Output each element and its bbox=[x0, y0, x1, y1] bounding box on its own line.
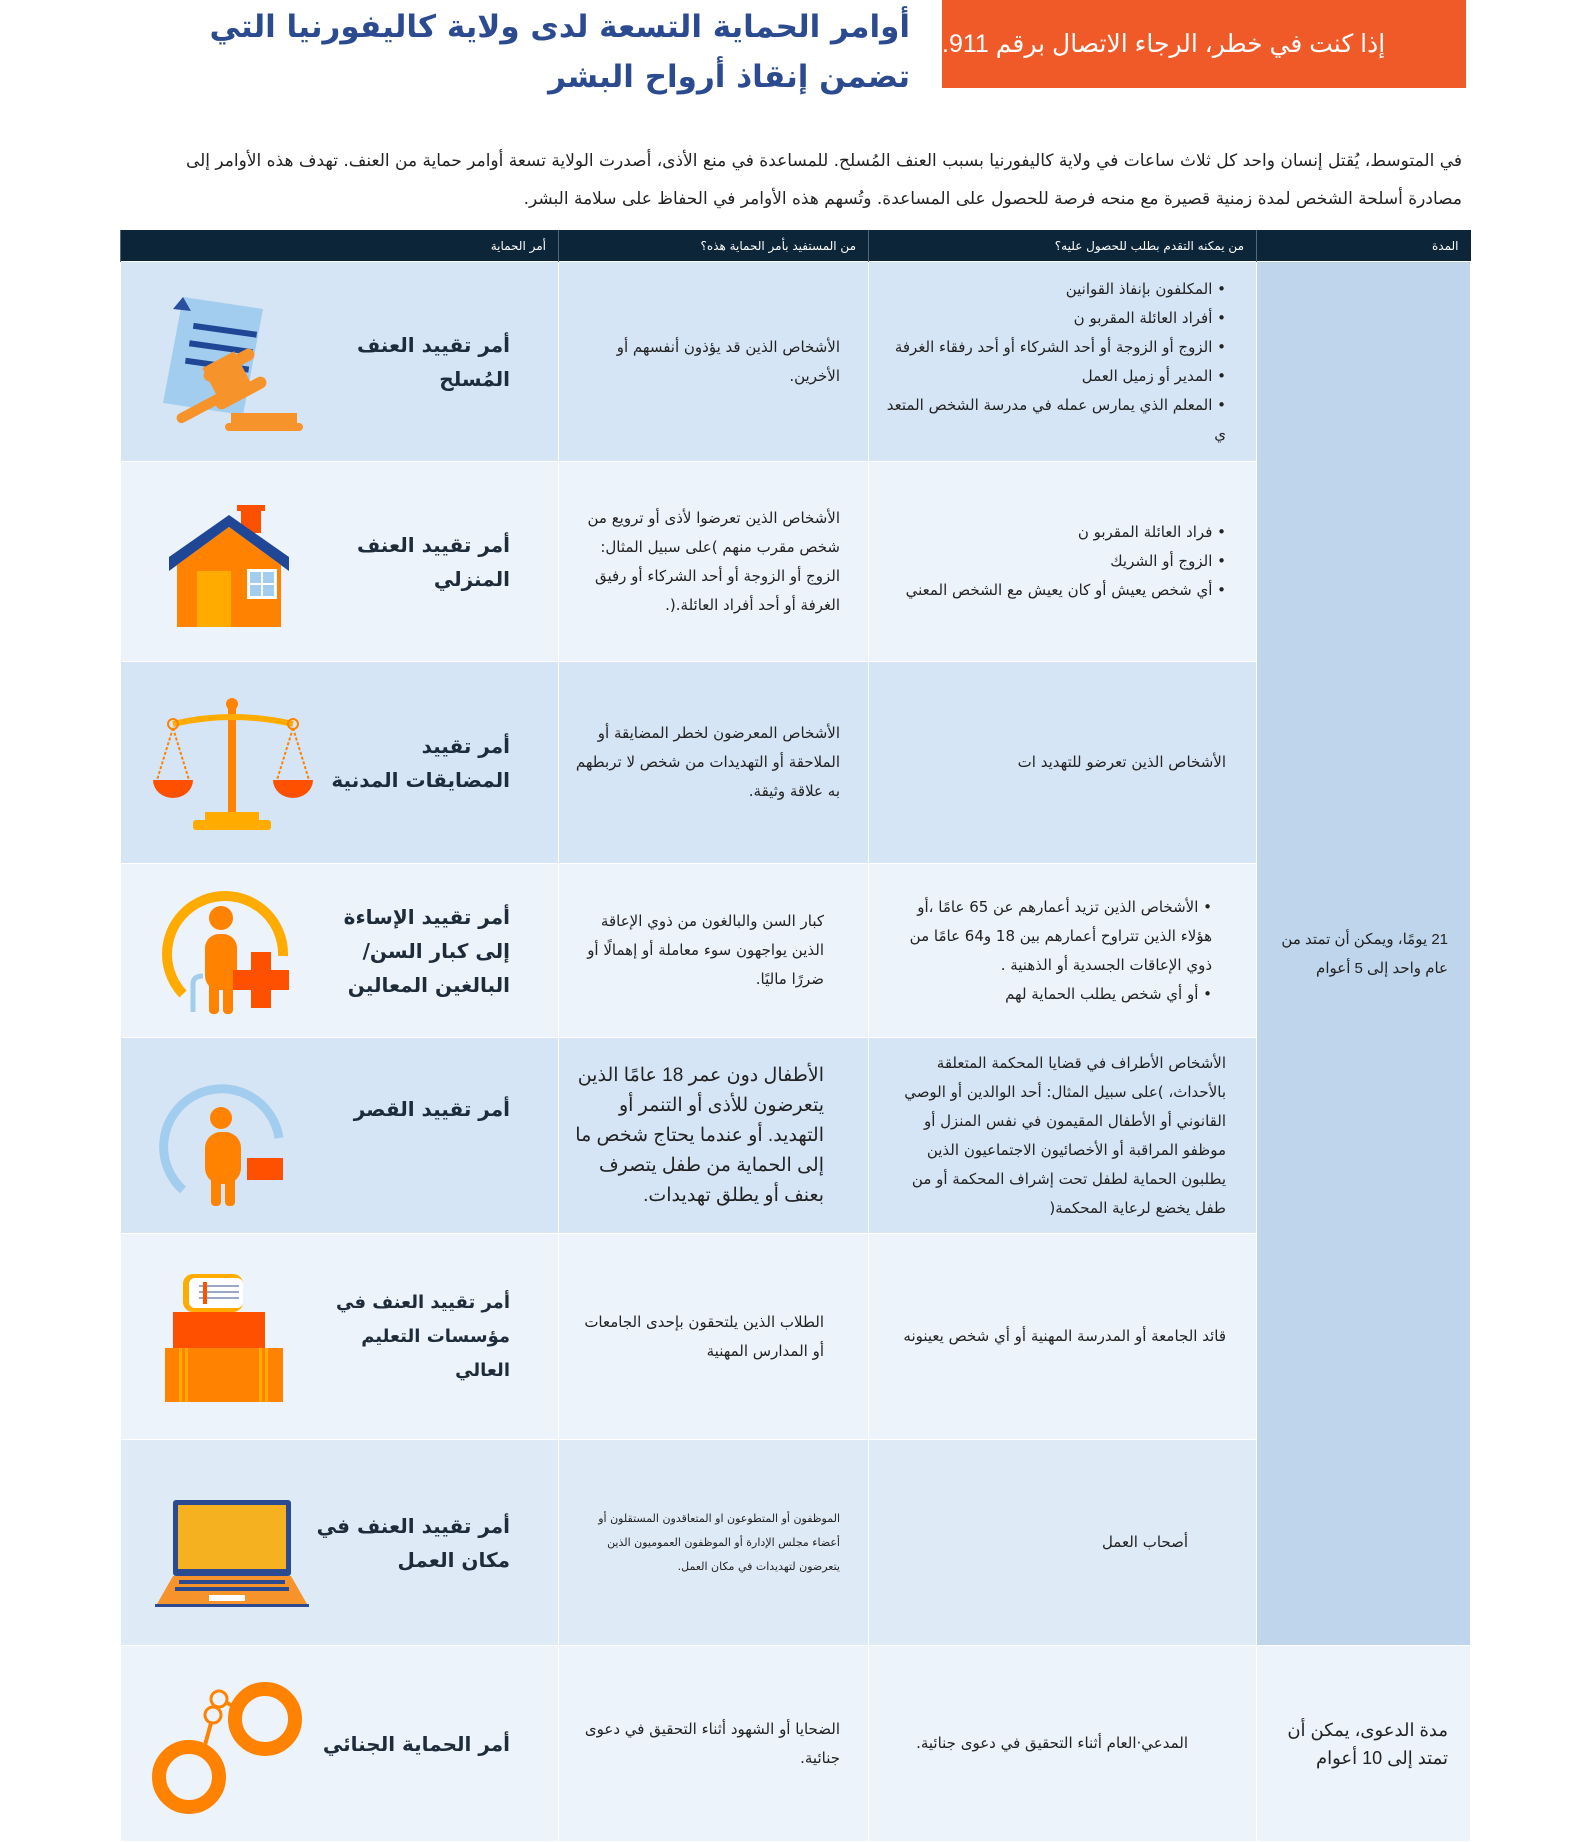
laptop-icon bbox=[143, 1468, 313, 1618]
petitioner-item: • المدير أو زميل العمل bbox=[883, 362, 1226, 391]
duration-cell bbox=[1257, 1646, 1471, 1842]
books-icon bbox=[143, 1262, 313, 1412]
petitioner-cell bbox=[869, 1234, 1257, 1440]
page-title: أوامر الحماية التسعة لدى ولاية كاليفورنيا التي تضمن إنقاذ أرواح البشر bbox=[209, 9, 910, 95]
petitioner-cell bbox=[869, 1646, 1257, 1842]
order-name: أمر تقييد العنف في مؤسسات التعليم العالي bbox=[336, 1291, 510, 1381]
petitioner-text: المدعي·العام أثناء التحقيق في دعوى جنائية. bbox=[916, 1734, 1188, 1752]
order-name: أمر تقييد القصر bbox=[353, 1096, 510, 1121]
shared-duration-cell bbox=[1257, 262, 1471, 1646]
petitioner-item: • الزوج أو الشريك bbox=[883, 547, 1226, 576]
beneficiary-text: الأشخاص المعرضون لخطر المضايقة أو الملاحقة أو التهديدات من شخص لا تربطهم به علاقة وثيقة. bbox=[575, 724, 840, 800]
petitioner-item: • أو أي شخص يطلب الحماية لهم bbox=[883, 980, 1212, 1009]
petitioner-cell bbox=[869, 864, 1257, 1038]
intro-paragraph: في المتوسط، يُقتل إنسان واحد كل ثلاث ساعات في ولاية كاليفورنيا بسبب العنف المُسلح. للمساعدة في منع الأذى، أصدرت الولاية تسعة أوامر حماية من العنف. تهدف هذه الأوامر إلى مصادرة أسلحة الشخص لمدة زمنية قصيرة مع منحه فرصة للحصول على المساعدة. وتُسهم هذه الأوامر في الحفاظ على سلامة البشر. bbox=[185, 151, 1462, 209]
petitioner-item: • أي شخص يعيش أو كان يعيش مع الشخص المعني bbox=[883, 576, 1226, 605]
duration-text: مدة الدعوى، يمكن أن تمتد إلى 10 أعوام bbox=[1287, 1719, 1448, 1768]
order-name: أمر الحماية الجنائي bbox=[322, 1731, 510, 1756]
petitioner-text: أصحاب العمل bbox=[1101, 1533, 1188, 1551]
order-cell bbox=[121, 1234, 559, 1440]
beneficiary-cell bbox=[559, 1234, 869, 1440]
petitioner-cell bbox=[869, 662, 1257, 864]
petitioner-item: • فراد العائلة المقربو ن bbox=[883, 518, 1226, 547]
petitioner-text: الأشخاص الأطراف في قضايا المحكمة المتعلقة بالأحداث، )على سبيل المثال: أحد الوالدين أو الوصي القانوني أو الأطفال المقيمون في نفس المنزل أو موظفو المراقبة أو الأخصائيون الاجتماعيون الذين يطلبون الحماية لطفل تحت إشراف المحكمة أو من طفل يخضع لرعاية المحكمة( bbox=[904, 1053, 1226, 1217]
order-cell bbox=[121, 864, 559, 1038]
petitioner-item: • أفراد العائلة المقربو ن bbox=[883, 304, 1226, 333]
petitioner-item: • الزوج أو الزوجة أو أحد الشركاء أو أحد رفقاء الغرفة bbox=[883, 333, 1226, 362]
table-row bbox=[121, 1646, 1471, 1842]
beneficiary-text: الأشخاص الذين تعرضوا لأذى أو ترويع من شخص مقرب منهم )على سبيل المثال: الزوج أو الزوجة أو أحد الشركاء أو رفيق الغرفة أو أحد أفراد العائلة.(. bbox=[587, 508, 840, 614]
scales-icon bbox=[143, 688, 313, 838]
col-order: أمر الحماية bbox=[121, 230, 559, 262]
petitioner-text: الأشخاص الذين تعرضو للتهديد ات bbox=[1017, 753, 1226, 771]
beneficiary-cell bbox=[559, 262, 869, 462]
table-row bbox=[121, 262, 1471, 462]
minor-person-icon bbox=[143, 1066, 313, 1216]
petitioner-cell bbox=[869, 1440, 1257, 1646]
beneficiary-text: الموظفون أو المتطوعون او المتعاقدون المستقلون أو أعضاء مجلس الإدارة أو الموظفون العموميون الذين يتعرضون لتهديدات في مكان العمل. bbox=[598, 1511, 840, 1573]
col-petitioner: من يمكنه التقدم بطلب للحصول عليه؟ bbox=[869, 230, 1257, 262]
beneficiary-cell bbox=[559, 1440, 869, 1646]
order-name: أمر تقييد الإساءة إلى كبار السن/البالغين المعالين bbox=[343, 904, 510, 997]
petitioner-item: • الأشخاص الذين تزيد أعمارهم عن 65 عامًا ،أو هؤلاء الذين تتراوح أعمارهم بين 18 و64 عامًا من ذوي الإعاقات الجسدية أو الذهنية . bbox=[883, 893, 1212, 980]
order-cell bbox=[121, 662, 559, 864]
protection-orders-table bbox=[120, 230, 1471, 1842]
order-cell bbox=[121, 1038, 559, 1234]
col-beneficiary: من المستفيد بأمر الحماية هذه؟ bbox=[559, 230, 869, 262]
beneficiary-cell bbox=[559, 662, 869, 864]
emergency-text: إذا كنت في خطر، الرجاء الاتصال برقم 911. bbox=[942, 30, 1386, 58]
petitioner-cell bbox=[869, 1038, 1257, 1234]
table-header-row bbox=[121, 230, 1471, 262]
petitioner-item: • المعلم الذي يمارس عمله في مدرسة الشخص المتعد ي bbox=[883, 391, 1226, 449]
handcuffs-icon bbox=[143, 1669, 313, 1819]
order-cell bbox=[121, 1440, 559, 1646]
order-name: أمر تقييد المضايقات المدنية bbox=[331, 733, 510, 792]
house-icon bbox=[143, 487, 313, 637]
order-name: أمر تقييد العنف المُسلح bbox=[356, 332, 510, 391]
beneficiary-cell bbox=[559, 1646, 869, 1842]
order-cell bbox=[121, 1646, 559, 1842]
order-cell bbox=[121, 462, 559, 662]
shared-duration: 21 يومًا، ويمكن أن تمتد من عام واحد إلى 5 أعوام bbox=[1281, 930, 1448, 977]
petitioner-text: قائد الجامعة أو المدرسة المهنية أو أي شخص يعينونه bbox=[903, 1327, 1226, 1345]
order-cell bbox=[121, 262, 559, 462]
order-name: أمر تقييد العنف في مكان العمل bbox=[316, 1513, 510, 1572]
elder-cross-icon bbox=[143, 876, 313, 1026]
petitioner-cell bbox=[869, 462, 1257, 662]
gavel-document-icon bbox=[143, 287, 313, 437]
petitioner-item: • المكلفون بإنفاذ القوانين bbox=[883, 275, 1226, 304]
beneficiary-cell bbox=[559, 1038, 869, 1234]
beneficiary-cell bbox=[559, 462, 869, 662]
petitioner-cell bbox=[869, 262, 1257, 462]
order-name: أمر تقييد العنف المنزلي bbox=[356, 532, 510, 591]
beneficiary-text: الأشخاص الذين قد يؤذون أنفسهم أو الأخرين. bbox=[616, 337, 840, 385]
beneficiary-text: الطلاب الذين يلتحقون بإحدى الجامعات أو المدارس المهنية bbox=[584, 1312, 824, 1360]
beneficiary-text: الأطفال دون عمر 18 عامًا الذين يتعرضون للأذى أو التنمر أو التهديد. أو عندما يحتاج شخص ما إلى الحماية من طفل يتصرف بعنف أو يطلق تهديدات. bbox=[575, 1064, 824, 1206]
emergency-banner bbox=[942, 0, 1466, 88]
col-duration: المدة bbox=[1257, 230, 1471, 262]
beneficiary-cell bbox=[559, 864, 869, 1038]
beneficiary-text: الضحايا أو الشهود أثناء التحقيق في دعوى جنائية. bbox=[584, 1719, 840, 1767]
beneficiary-text: كبار السن والبالغون من ذوي الإعاقة الذين يواجهون سوء معاملة أو إهمالًا أو ضررًا ماليًا. bbox=[587, 912, 824, 988]
